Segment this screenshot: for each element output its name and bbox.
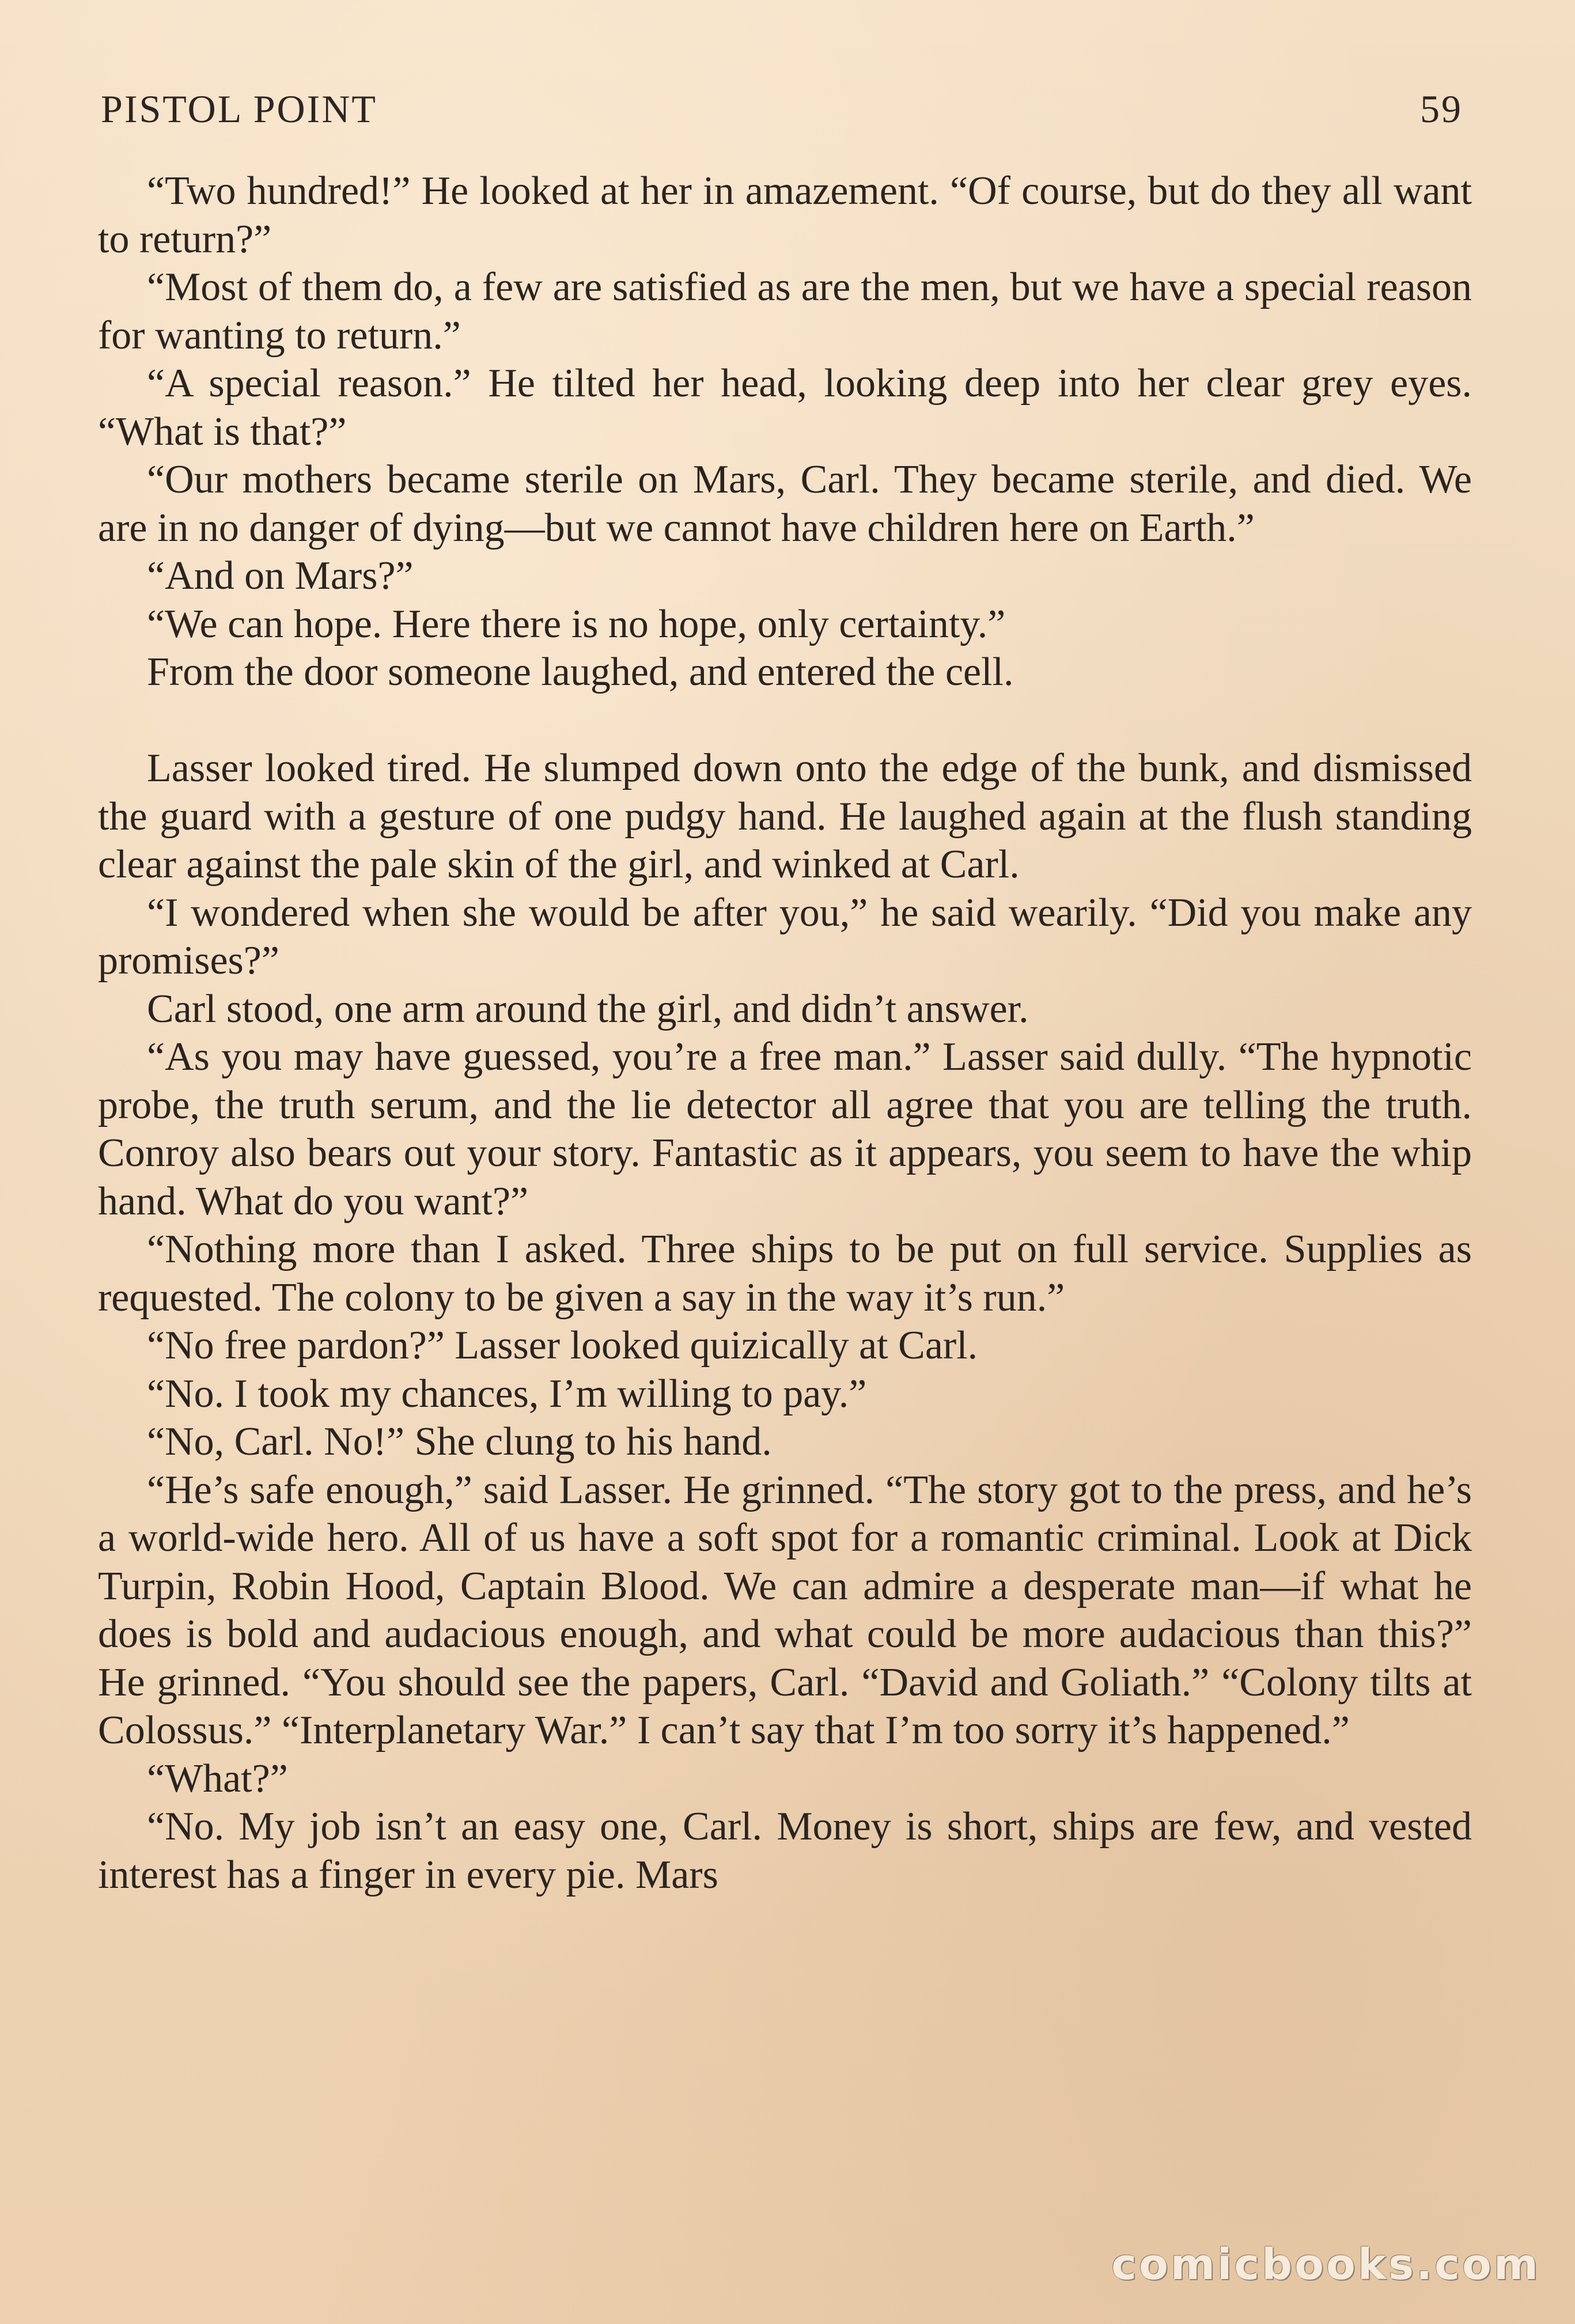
paragraph: Carl stood, one arm around the girl, and didn’t answer. — [147, 986, 1029, 1031]
paragraph: “No, Carl. No!” She clung to his hand. — [147, 1420, 772, 1464]
source-watermark: comicbooks.com — [1111, 2240, 1540, 2289]
body-text — [98, 167, 1472, 1899]
paragraph: “We can hope. Here there is no hope, only certainty.” — [147, 601, 1006, 646]
paragraph: “No free pardon?” Lasser looked quizically at Carl. — [147, 1323, 978, 1368]
paragraph: “No. I took my chances, I’m willing to pay.” — [147, 1371, 867, 1416]
paragraph: “As you may have guessed, you’re a free man.” Lasser said dully. “The hypnotic probe, the truth serum, and the lie detector all agree that you are telling the truth. Conroy also bears out your story. Fantastic as it appears, you seem to have the whip hand. What do you want?” — [98, 1035, 1472, 1224]
paragraph: “What?” — [147, 1756, 288, 1801]
paragraph: “Our mothers became sterile on Mars, Carl. They became sterile, and died. We are in no danger of dying—but we cannot have children here on Earth.” — [98, 457, 1472, 550]
paragraph: “A special reason.” He tilted her head, looking deep into her clear grey eyes. “What is that?” — [98, 361, 1472, 454]
paragraph: “He’s safe enough,” said Lasser. He grinned. “The story got to the press, and he’s a world-wide hero. All of us have a soft spot for a romantic criminal. Look at Dick Turpin, Robin Hood, Captain Blood. We can admire a desperate man—if what he does is bold and audacious enough, and what could be more audacious than this?” He grinned. “You should see the papers, Carl. “David and Goliath.” “Colony tilts at Colossus.” “Interplanetary War.” I can’t say that I’m too sorry it’s happened.” — [98, 1467, 1472, 1753]
paragraph: “I wondered when she would be after you,” he said wearily. “Did you make any promises?” — [98, 890, 1472, 983]
paragraph: “No. My job isn’t an easy one, Carl. Money is short, ships are few, and vested interest has a finger in every pie. Mars — [98, 1804, 1472, 1897]
running-title: PISTOL POINT — [101, 87, 377, 131]
paragraph: “Most of them do, a few are satisfied as are the men, but we have a special reason for wanting to return.” — [98, 265, 1472, 358]
paragraph: “Nothing more than I asked. Three ships to be put on full service. Supplies as requested. The colony to be given a say in the way it’s run.” — [98, 1227, 1472, 1320]
paragraph: “And on Mars?” — [147, 554, 414, 598]
paragraph: Lasser looked tired. He slumped down onto the edge of the bunk, and dismissed the guard with a gesture of one pudgy hand. He laughed again at the flush standing clear against the pale skin of the girl, and winked at Carl. — [98, 746, 1472, 887]
page-number: 59 — [1420, 87, 1463, 131]
page-header — [101, 86, 1474, 138]
paragraph: “Two hundred!” He looked at her in amazement. “Of course, but do they all want to return?” — [98, 169, 1472, 262]
paragraph: From the door someone laughed, and entered the cell. — [147, 650, 1014, 694]
